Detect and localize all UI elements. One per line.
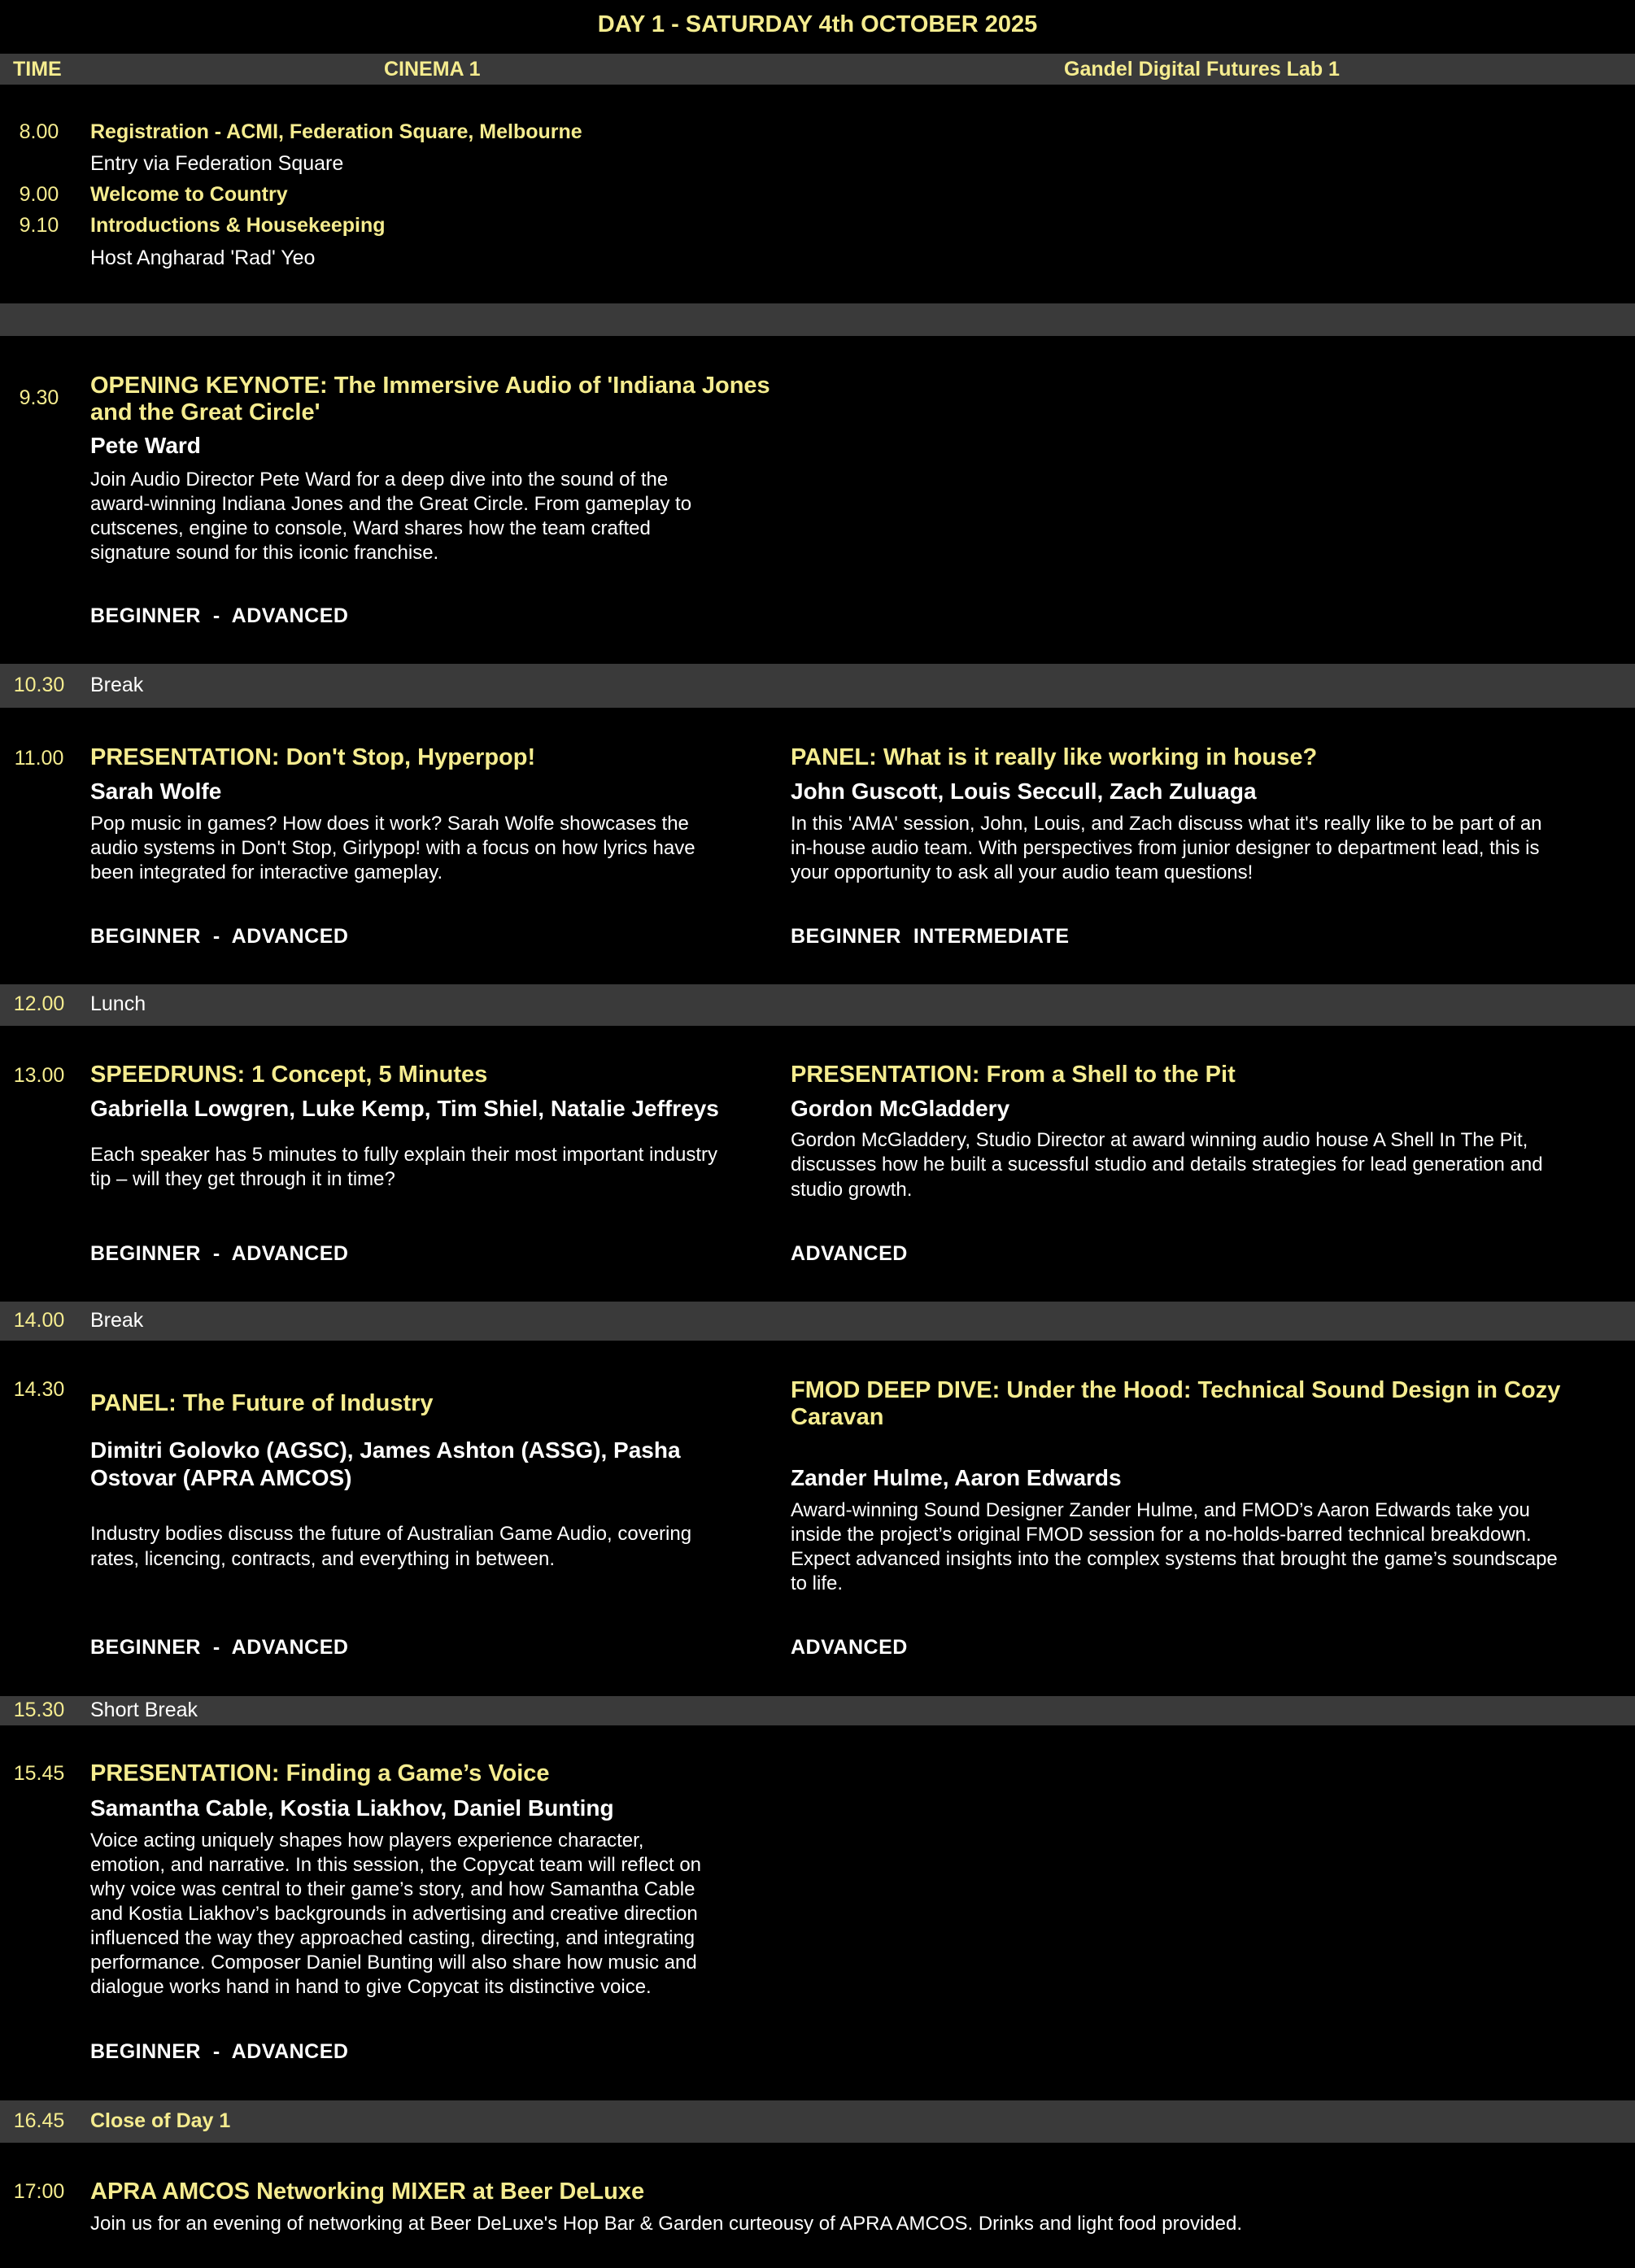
session-1100-a-desc-3: been integrated for interactive gameplay. bbox=[90, 861, 443, 883]
host-note: Host Angharad 'Rad' Yeo bbox=[90, 246, 316, 269]
time-1430: 14.30 bbox=[13, 1378, 65, 1401]
session-1545-speaker: Samantha Cable, Kostia Liakhov, Daniel Bunting bbox=[90, 1795, 614, 1821]
keynote-desc-4: signature sound for this iconic franchise. bbox=[90, 542, 439, 564]
divider-bar bbox=[0, 303, 1635, 336]
break-bar bbox=[0, 1302, 1635, 1341]
session-1430-a-desc-1: Industry bodies discuss the future of Australian Game Audio, covering bbox=[90, 1523, 692, 1545]
welcome-title: Welcome to Country bbox=[90, 183, 288, 206]
close-bar bbox=[0, 2100, 1635, 2143]
time-1545: 15.45 bbox=[13, 1762, 65, 1785]
session-1300-b-desc-2: discusses how he built a sucessful studio and details strategies for lead generation and bbox=[791, 1154, 1543, 1175]
time-close: 16.45 bbox=[13, 2109, 65, 2132]
keynote-desc-3: cutscenes, engine to console, Ward shares how the team crafted bbox=[90, 517, 651, 539]
session-1430-a-level: BEGINNER - ADVANCED bbox=[90, 1636, 349, 1659]
session-1430-b-title-1: FMOD DEEP DIVE: Under the Hood: Technical Sound Design in Cozy bbox=[791, 1377, 1561, 1403]
column-cinema-header: CINEMA 1 bbox=[384, 58, 481, 81]
session-1100-a-speaker: Sarah Wolfe bbox=[90, 779, 222, 804]
session-1545-desc-1: Voice acting uniquely shapes how players experience character, bbox=[90, 1830, 644, 1851]
time-lunch: 12.00 bbox=[13, 992, 65, 1015]
registration-note: Entry via Federation Square bbox=[90, 152, 344, 175]
session-1300-b-speaker: Gordon McGladdery bbox=[791, 1096, 1010, 1121]
session-1430-b-title-2: Caravan bbox=[791, 1404, 884, 1430]
registration-title: Registration - ACMI, Federation Square, Melbourne bbox=[90, 120, 582, 143]
time-registration: 8.00 bbox=[19, 120, 59, 143]
session-1100-a-title: PRESENTATION: Don't Stop, Hyperpop! bbox=[90, 744, 536, 770]
column-header-bar bbox=[0, 54, 1635, 85]
session-1100-b-desc-3: your opportunity to ask all your audio team questions! bbox=[791, 861, 1254, 883]
short-break-bar bbox=[0, 1696, 1635, 1725]
session-1100-b-title: PANEL: What is it really like working in house? bbox=[791, 744, 1318, 770]
column-lab-header: Gandel Digital Futures Lab 1 bbox=[1064, 58, 1340, 81]
session-1300-a-speaker: Gabriella Lowgren, Luke Kemp, Tim Shiel, Natalie Jeffreys bbox=[90, 1096, 719, 1121]
session-1300-a-desc-2: tip – will they get through it in time? bbox=[90, 1168, 395, 1190]
lunch-bar bbox=[0, 984, 1635, 1026]
session-1430-b-level: ADVANCED bbox=[791, 1636, 908, 1659]
mixer-title: APRA AMCOS Networking MIXER at Beer DeLuxe bbox=[90, 2179, 645, 2205]
keynote-level: BEGINNER - ADVANCED bbox=[90, 604, 349, 627]
session-1100-b-speaker: John Guscott, Louis Seccull, Zach Zuluaga bbox=[791, 779, 1257, 804]
short-break-label: Short Break bbox=[90, 1699, 198, 1721]
session-1430-a-desc-2: rates, licencing, contracts, and everything in between. bbox=[90, 1548, 555, 1570]
session-1300-a-desc-1: Each speaker has 5 minutes to fully explain their most important industry bbox=[90, 1144, 718, 1166]
session-1545-desc-2: emotion, and narrative. In this session, the Copycat team will reflect on bbox=[90, 1854, 702, 1876]
session-1100-b-desc-2: in-house audio team. With perspectives from junior designer to department lead, this is bbox=[791, 837, 1540, 859]
keynote-speaker: Pete Ward bbox=[90, 433, 201, 458]
session-1545-desc-4: and Kostia Liakhov’s backgrounds in advertising and creative direction bbox=[90, 1903, 698, 1925]
mixer-desc: Join us for an evening of networking at Beer DeLuxe's Hop Bar & Garden curteousy of APRA AMCOS. Drinks and light food provided. bbox=[90, 2213, 1243, 2235]
time-short-break: 15.30 bbox=[13, 1699, 65, 1721]
session-1430-b-desc-4: to life. bbox=[791, 1572, 844, 1594]
session-1430-b-desc-2: inside the project’s original FMOD session for a no-holds-barred technical breakdown. bbox=[791, 1524, 1532, 1546]
column-time-header: TIME bbox=[13, 58, 62, 81]
break2-label: Break bbox=[90, 1309, 144, 1332]
session-1430-a-title: PANEL: The Future of Industry bbox=[90, 1390, 434, 1416]
session-1430-b-desc-1: Award-winning Sound Designer Zander Hulme, and FMOD’s Aaron Edwards take you bbox=[791, 1499, 1530, 1521]
session-1430-b-desc-3: Expect advanced insights into the complex systems that brought the game’s soundscape bbox=[791, 1548, 1558, 1570]
keynote-desc-1: Join Audio Director Pete Ward for a deep dive into the sound of the bbox=[90, 469, 669, 491]
session-1545-desc-3: why voice was central to their game’s story, and how Samantha Cable bbox=[90, 1878, 695, 1900]
session-1300-b-desc-1: Gordon McGladdery, Studio Director at award winning audio house A Shell In The Pit, bbox=[791, 1129, 1528, 1151]
keynote-title-line2: and the Great Circle' bbox=[90, 399, 320, 425]
page-title-text: DAY 1 - SATURDAY 4th OCTOBER 2025 bbox=[597, 11, 1038, 37]
session-1545-desc-6: performance. Composer Daniel Bunting will also share how music and bbox=[90, 1952, 697, 1974]
break1-label: Break bbox=[90, 674, 144, 696]
time-break1: 10.30 bbox=[13, 674, 65, 696]
intro-title: Introductions & Housekeeping bbox=[90, 214, 386, 237]
time-break2: 14.00 bbox=[13, 1309, 65, 1332]
time-1100: 11.00 bbox=[14, 747, 64, 770]
session-1300-b-title: PRESENTATION: From a Shell to the Pit bbox=[791, 1062, 1236, 1088]
session-1100-b-desc-1: In this 'AMA' session, John, Louis, and Zach discuss what it's really like to be part of an bbox=[791, 813, 1542, 835]
session-1300-a-level: BEGINNER - ADVANCED bbox=[90, 1242, 349, 1265]
session-1430-b-speaker: Zander Hulme, Aaron Edwards bbox=[791, 1465, 1122, 1490]
session-1545-level: BEGINNER - ADVANCED bbox=[90, 2040, 349, 2063]
close-label: Close of Day 1 bbox=[90, 2109, 231, 2132]
session-1545-desc-5: influenced the way they approached casting, directing, and integrating bbox=[90, 1927, 695, 1949]
session-1545-title: PRESENTATION: Finding a Game’s Voice bbox=[90, 1760, 550, 1786]
keynote-desc-2: award-winning Indiana Jones and the Great Circle. From gameplay to bbox=[90, 493, 692, 515]
session-1300-b-level: ADVANCED bbox=[791, 1242, 908, 1265]
time-mixer: 17:00 bbox=[13, 2180, 65, 2203]
session-1300-b-desc-3: studio growth. bbox=[791, 1179, 913, 1201]
time-intro: 9.10 bbox=[19, 214, 59, 237]
keynote-title-line1: OPENING KEYNOTE: The Immersive Audio of 'Indiana Jones bbox=[90, 373, 770, 399]
session-1100-a-desc-1: Pop music in games? How does it work? Sarah Wolfe showcases the bbox=[90, 813, 689, 835]
session-1100-a-desc-2: audio systems in Don't Stop, Girlypop! with a focus on how lyrics have bbox=[90, 837, 695, 859]
time-welcome: 9.00 bbox=[19, 183, 59, 206]
time-keynote: 9.30 bbox=[19, 386, 59, 409]
session-1545-desc-7: dialogue works hand in hand to give Copycat its distinctive voice. bbox=[90, 1976, 652, 1998]
session-1100-a-level: BEGINNER - ADVANCED bbox=[90, 925, 349, 948]
session-1300-a-title: SPEEDRUNS: 1 Concept, 5 Minutes bbox=[90, 1062, 488, 1088]
session-1100-b-level: BEGINNER INTERMEDIATE bbox=[791, 925, 1070, 948]
break-bar bbox=[0, 664, 1635, 708]
page-title bbox=[0, 11, 1635, 38]
session-1430-a-speaker-1: Dimitri Golovko (AGSC), James Ashton (ASSG), Pasha bbox=[90, 1437, 681, 1463]
lunch-label: Lunch bbox=[90, 992, 146, 1015]
session-1430-a-speaker-2: Ostovar (APRA AMCOS) bbox=[90, 1465, 352, 1490]
time-1300: 13.00 bbox=[13, 1064, 65, 1087]
